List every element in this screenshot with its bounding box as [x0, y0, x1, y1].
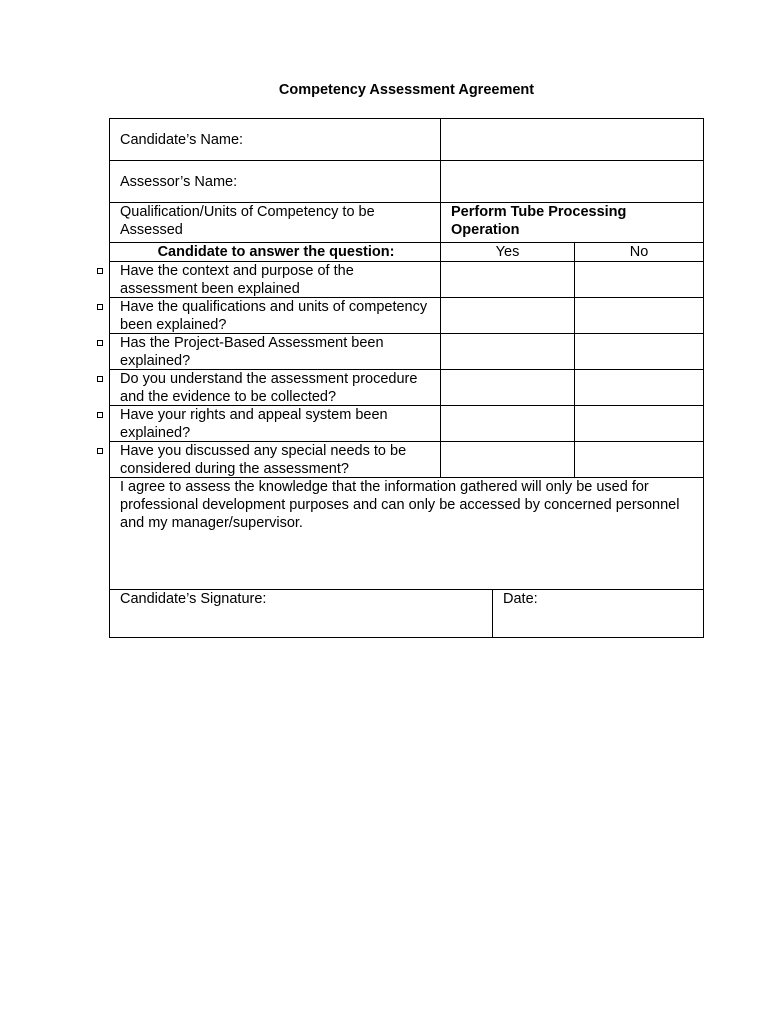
no-answer-cell[interactable] — [575, 370, 703, 405]
no-answer-cell[interactable] — [575, 442, 703, 477]
yes-answer-cell[interactable] — [441, 298, 575, 333]
yes-answer-cell[interactable] — [441, 406, 575, 441]
question-row — [110, 298, 703, 334]
assessor-name-row — [110, 161, 703, 203]
checkbox-bullet-icon — [97, 412, 103, 418]
no-column-header: No — [629, 244, 649, 260]
question-text: Do you understand the assessment procedure and the evidence to be collected? — [110, 370, 441, 405]
question-row — [110, 334, 703, 370]
questions-header-row — [110, 243, 703, 262]
signature-row — [110, 590, 703, 637]
no-answer-cell[interactable] — [575, 406, 703, 441]
question-row — [110, 406, 703, 442]
checkbox-bullet-icon — [97, 340, 103, 346]
checkbox-bullet-icon — [97, 268, 103, 274]
document-title: Competency Assessment Agreement — [278, 82, 535, 98]
agreement-text: I agree to assess the knowledge that the information gathered will only be used for professional development purposes and can only be accessed by concerned personnel and my manager/supervisor. — [120, 479, 680, 531]
no-answer-cell[interactable] — [575, 262, 703, 297]
assessor-name-label: Assessor’s Name: — [110, 161, 441, 202]
assessment-form-table — [109, 118, 704, 638]
yes-answer-cell[interactable] — [441, 370, 575, 405]
question-row — [110, 370, 703, 406]
question-text: Have your rights and appeal system been explained? — [110, 406, 441, 441]
candidate-name-field[interactable] — [441, 119, 703, 160]
date-label: Date: — [503, 591, 538, 607]
candidate-signature-field[interactable] — [110, 590, 493, 637]
checkbox-bullet-icon — [97, 376, 103, 382]
yes-answer-cell[interactable] — [441, 334, 575, 369]
no-answer-cell[interactable] — [575, 334, 703, 369]
questions-header-label: Candidate to answer the question: — [110, 243, 441, 261]
question-row — [110, 442, 703, 478]
question-text: Have the context and purpose of the assessment been explained — [110, 262, 441, 297]
yes-column-header: Yes — [441, 243, 575, 261]
date-field[interactable] — [493, 590, 703, 637]
assessor-name-field[interactable] — [441, 161, 703, 202]
qualification-row — [110, 203, 703, 243]
no-answer-cell[interactable] — [575, 298, 703, 333]
question-row — [110, 262, 703, 298]
qualification-value: Perform Tube Processing Operation — [451, 204, 627, 238]
agreement-row — [110, 478, 703, 590]
candidate-signature-label: Candidate’s Signature: — [120, 591, 267, 607]
question-text: Has the Project-Based Assessment been explained? — [110, 334, 441, 369]
candidate-name-row — [110, 119, 703, 161]
candidate-name-label: Candidate’s Name: — [110, 119, 441, 160]
checkbox-bullet-icon — [97, 304, 103, 310]
question-text: Have the qualifications and units of competency been explained? — [110, 298, 441, 333]
yes-answer-cell[interactable] — [441, 262, 575, 297]
checkbox-bullet-icon — [97, 448, 103, 454]
yes-answer-cell[interactable] — [441, 442, 575, 477]
qualification-label: Qualification/Units of Competency to be Assessed — [110, 203, 441, 242]
question-text: Have you discussed any special needs to be considered during the assessment? — [110, 442, 441, 477]
